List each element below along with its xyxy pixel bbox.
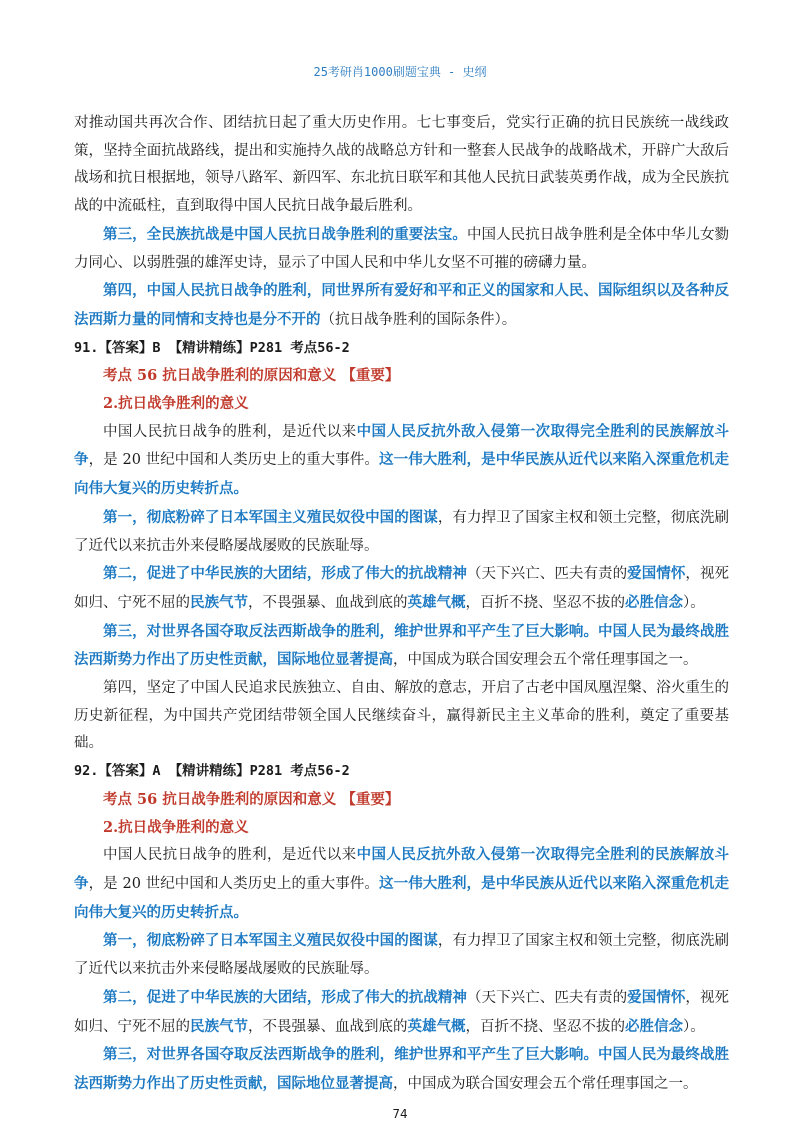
body-text: ，是 20 世纪中国和人类历史上的重大事件。 xyxy=(88,875,380,892)
intro-continuation: 对推动国共再次合作、团结抗日起了重大历史作用。七七事变后，党实行正确的抗日民族统一战线政策，坚持全面抗战路线，提出和实施持久战的战略总方针和一整套人民战争的战略战术，开辟广大敌后战场和抗日根据地，领导八路军、新四军、东北抗日联军和其他人民抗日武装英勇作战，成为全民族抗战的中流砥柱，直到取得中国人民抗日战争最后胜利。 xyxy=(74,115,729,215)
emphasis-text: 第二，促进了中华民族的大团结，形成了伟大的抗战精神 xyxy=(103,565,467,583)
page-number: 74 xyxy=(392,1107,408,1121)
q91-paragraph-1 xyxy=(74,418,729,504)
emphasis-text: 第三，全民族抗战是中国人民抗日战争胜利的重要法宝。 xyxy=(103,225,467,243)
emphasis-text: 这一伟大胜利，是中华民族从近代以来陷入深重危机走向伟大复兴的历史转折点。 xyxy=(74,451,730,498)
body-text: ，有力捍卫了国家主权和领土完整，彻底洗刷了近代以来抗击外来侵略屡战屡败的民族耻辱。 xyxy=(74,509,730,554)
emphasis-text: 这一伟大胜利，是中华民族从近代以来陷入深重危机走向伟大复兴的历史转折点。 xyxy=(74,874,730,921)
body-text: 中国人民抗日战争的胜利，是近代以来 xyxy=(103,423,357,440)
keyword: 英雄气概 xyxy=(407,593,466,611)
body-text: 中国人民抗日战争的胜利，是近代以来 xyxy=(103,847,357,864)
body-text: （天下兴亡、匹夫有责的 xyxy=(467,989,628,1006)
emphasis-text: 第一，彻底粉碎了日本军国主义殖民奴役中国的图谋 xyxy=(103,508,438,526)
body-text: ，百折不挠、坚忍不拔的 xyxy=(465,1018,625,1035)
keyword: 爱国情怀 xyxy=(627,988,686,1006)
q91-paragraph-4 xyxy=(74,618,729,675)
intro-third-paragraph xyxy=(74,221,729,277)
page-header: 25考研肖1000刷题宝典 - 史纲 xyxy=(313,65,487,79)
subtitle-92: 2.抗日战争胜利的意义 xyxy=(103,818,249,836)
q92-paragraph-4 xyxy=(74,1041,729,1098)
keyword: 民族气节 xyxy=(190,593,248,611)
intro-fourth-paragraph xyxy=(74,277,729,334)
q92-paragraph-3 xyxy=(74,984,729,1041)
emphasis-text: 第一，彻底粉碎了日本军国主义殖民奴役中国的图谋 xyxy=(103,932,438,950)
document-body xyxy=(74,110,729,1099)
emphasis-text: 第三，对世界各国夺取反法西斯战争的胜利，维护世界和平产生了巨大影响。中国人民为最终战胜法西斯势力作出了历史性贡献，国际地位显著提高 xyxy=(74,622,729,669)
topic-heading-92: 考点 56 抗日战争胜利的原因和意义 【重要】 xyxy=(103,790,400,808)
body-text: （抗日战争胜利的国际条件）。 xyxy=(320,311,517,328)
body-text: ，不畏强暴、血战到底的 xyxy=(248,1018,408,1035)
body-text: ）。 xyxy=(683,594,705,611)
keyword: 民族气节 xyxy=(190,1017,248,1035)
emphasis-text: 第二，促进了中华民族的大团结，形成了伟大的抗战精神 xyxy=(103,988,467,1006)
body-text: ，有力捍卫了国家主权和领土完整，彻底洗刷了近代以来抗击外来侵略屡战屡败的民族耻辱。 xyxy=(74,933,730,978)
body-text: ，是 20 世纪中国和人类历史上的重大事件。 xyxy=(88,452,380,469)
emphasis-text: 第三，对世界各国夺取反法西斯战争的胜利，维护世界和平产生了巨大影响。中国人民为最终战胜法西斯势力作出了历史性贡献，国际地位显著提高 xyxy=(74,1046,729,1092)
q91-paragraph-3 xyxy=(74,560,729,617)
keyword: 爱国情怀 xyxy=(627,565,686,583)
q92-paragraph-1 xyxy=(74,841,729,927)
emphasis-text: 中国人民反抗外敌入侵第一次取得完全胜利的民族解放斗争 xyxy=(74,846,730,892)
body-text: （天下兴亡、匹夫有责的 xyxy=(467,566,628,583)
q91-paragraph-5: 第四，坚定了中国人民追求民族独立、自由、解放的意志，开启了古老中国凤凰涅槃、浴火重生的历史新征程，为中国共产党团结带领全国人民继续奋斗，赢得新民主主义革命的胜利，奠定了重要基础。 xyxy=(74,680,729,752)
emphasis-text: 第四，中国人民抗日战争的胜利，同世界所有爱好和平和正义的国家和人民、国际组织以及各种反法西斯力量的同情和支持也是分不开的 xyxy=(74,282,729,328)
answer-heading-91: 91.【答案】B 【精讲精练】P281 考点56-2 xyxy=(74,339,350,356)
body-text: 中国人民抗日战争胜利是全体中华儿女勠力同心、以弱胜强的雄浑史诗，显示了中国人民和中华儿女坚不可摧的磅礴力量。 xyxy=(74,226,730,271)
q91-paragraph-2 xyxy=(74,504,729,560)
topic-heading-91: 考点 56 抗日战争胜利的原因和意义 【重要】 xyxy=(103,367,400,385)
body-text: ，不畏强暴、血战到底的 xyxy=(248,594,408,611)
body-text: ，百折不挠、坚忍不拔的 xyxy=(465,594,625,611)
keyword: 必胜信念 xyxy=(625,1017,683,1035)
body-text: ）。 xyxy=(683,1018,705,1035)
answer-heading-92: 92.【答案】A 【精讲精练】P281 考点56-2 xyxy=(74,763,350,780)
subtitle-91: 2.抗日战争胜利的意义 xyxy=(103,395,249,413)
emphasis-text: 中国人民反抗外敌入侵第一次取得完全胜利的民族解放斗争 xyxy=(74,422,730,469)
body-text: ，视死如归、宁死不屈的 xyxy=(74,566,730,611)
keyword: 英雄气概 xyxy=(407,1017,466,1035)
q92-paragraph-2 xyxy=(74,927,729,983)
body-text: ，视死如归、宁死不屈的 xyxy=(74,989,730,1035)
body-text: ，中国成为联合国安理会五个常任理事国之一。 xyxy=(393,1075,698,1092)
body-text: ，中国成为联合国安理会五个常任理事国之一。 xyxy=(393,652,698,669)
keyword: 必胜信念 xyxy=(625,593,683,611)
